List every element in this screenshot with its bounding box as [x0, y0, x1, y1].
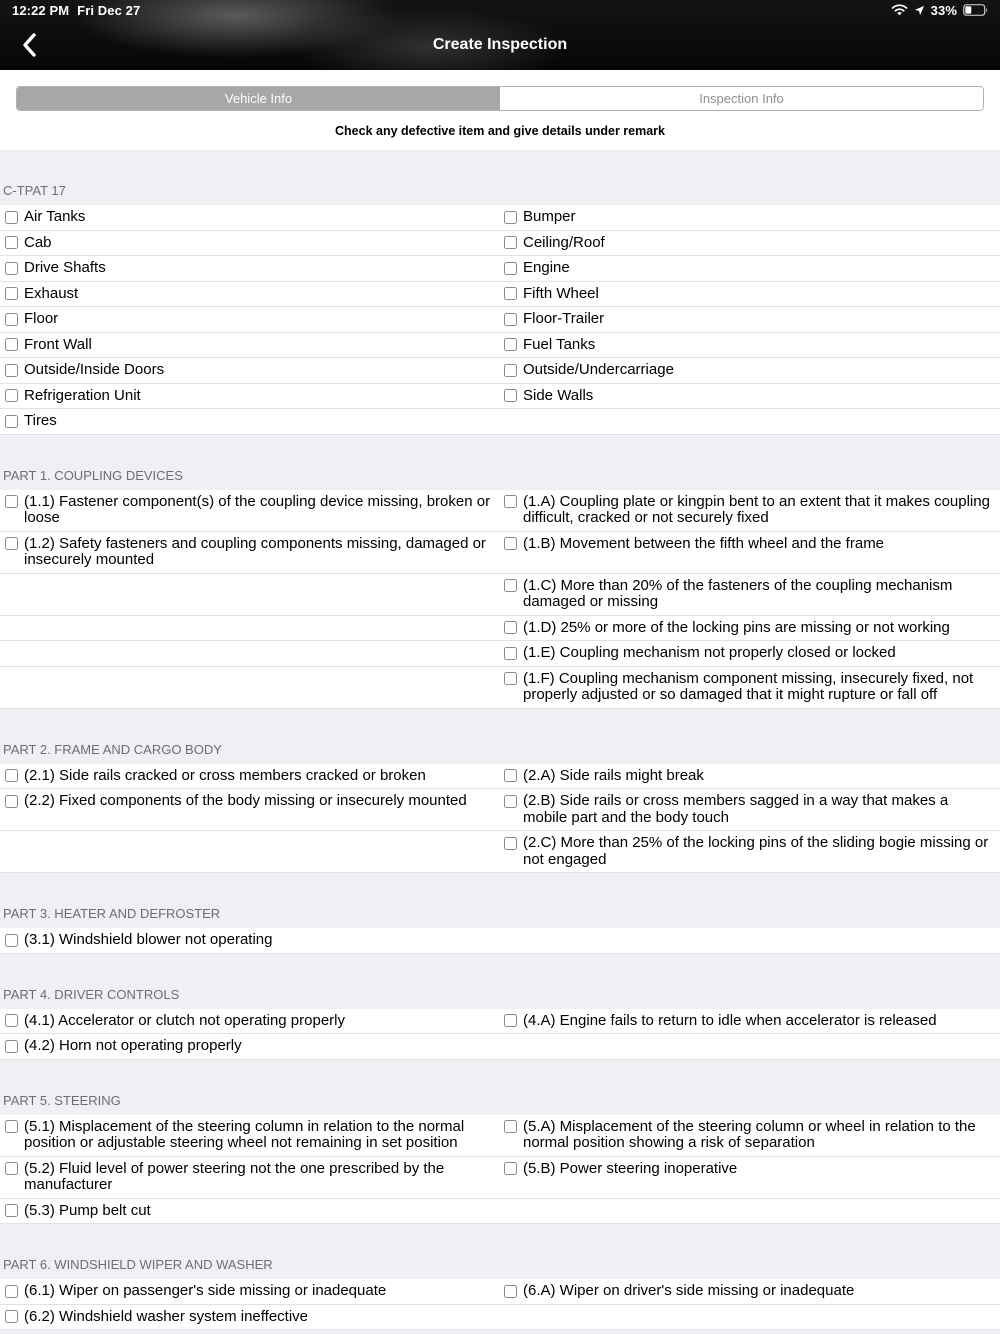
checkbox[interactable] — [504, 1014, 517, 1027]
item-label: (3.1) Windshield blower not operating — [24, 931, 273, 948]
item-label: (1.1) Fastener component(s) of the coupling device missing, broken or loose — [24, 492, 491, 526]
checkbox[interactable] — [5, 338, 18, 351]
checkbox[interactable] — [504, 795, 517, 808]
checklist-item[interactable] — [0, 1009, 500, 1034]
item-label: Floor-Trailer — [523, 310, 605, 327]
item-label: (4.2) Horn not operating properly — [24, 1037, 242, 1054]
checkbox[interactable] — [504, 647, 517, 660]
item-label: Exhaust — [24, 284, 79, 302]
checklist-row — [0, 667, 1000, 709]
checklist-item[interactable] — [500, 831, 1000, 872]
item-label: (5.2) Fluid level of power steering not the one prescribed by the manufacturer — [24, 1159, 445, 1193]
checklist-row — [0, 282, 1000, 308]
checklist-item[interactable] — [0, 231, 500, 256]
checklist-row — [0, 384, 1000, 410]
item-label: Drive Shafts — [24, 259, 106, 276]
checkbox[interactable] — [504, 837, 517, 850]
checkbox[interactable] — [5, 389, 18, 402]
empty-cell — [500, 1034, 1000, 1059]
item-label: Refrigeration Unit — [24, 386, 141, 404]
checklist-item[interactable] — [0, 1199, 500, 1224]
checklist-row — [0, 307, 1000, 333]
checklist-row — [0, 490, 1000, 532]
item-label: (2.A) Side rails might break — [523, 766, 704, 784]
empty-cell — [0, 641, 500, 666]
empty-cell — [0, 574, 500, 615]
wifi-icon — [891, 4, 908, 16]
tab-inspection-info[interactable]: Inspection Info — [500, 87, 983, 110]
checklist-item[interactable] — [0, 358, 500, 383]
checkbox[interactable] — [504, 287, 517, 300]
empty-cell — [500, 1199, 1000, 1224]
item-label: (4.1) Accelerator or clutch not operating properly — [24, 1011, 345, 1029]
empty-cell — [0, 831, 500, 872]
item-label: Side Walls — [523, 386, 594, 404]
checklist-item[interactable] — [500, 333, 1000, 358]
item-label: Engine — [523, 259, 570, 276]
checklist-item[interactable] — [0, 307, 500, 332]
header — [0, 0, 1000, 70]
checkbox[interactable] — [5, 364, 18, 377]
checklist-item[interactable] — [500, 532, 1000, 573]
item-label: (6.1) Wiper on passenger's side missing or inadequate — [24, 1282, 387, 1299]
checkbox[interactable] — [5, 537, 18, 550]
item-label: Ceiling/Roof — [523, 233, 605, 251]
checklist-item[interactable] — [500, 1157, 1000, 1198]
checklist-row — [0, 928, 1000, 954]
item-label: Cab — [24, 233, 52, 251]
checkbox[interactable] — [5, 313, 18, 326]
section-header: PART 4. DRIVER CONTROLS — [3, 986, 180, 1002]
item-label: Outside/Undercarriage — [523, 361, 674, 378]
checkbox[interactable] — [5, 1162, 18, 1175]
checklist-item[interactable] — [500, 384, 1000, 409]
item-label: (1.E) Coupling mechanism not properly closed or locked — [523, 644, 896, 661]
checkbox[interactable] — [5, 495, 18, 508]
checklist-row — [0, 616, 1000, 642]
checklist-item[interactable] — [500, 1279, 1000, 1304]
section-header: PART 3. HEATER AND DEFROSTER — [3, 906, 221, 921]
item-label: (1.A) Coupling plate or kingpin bent to an extent that it makes coupling difficult, cracked or not securely fixed — [523, 492, 990, 526]
item-label: Fuel Tanks — [523, 335, 596, 353]
checklist-row — [0, 256, 1000, 282]
item-label: (1.F) Coupling mechanism component missing, insecurely fixed, not properly adjusted or so damaged that it might rupture or fall off — [523, 669, 974, 703]
checkbox[interactable] — [5, 262, 18, 275]
item-label: Front Wall — [24, 335, 92, 353]
checklist-row — [0, 1279, 1000, 1305]
battery-percent: 33% — [930, 2, 957, 18]
item-label: (1.B) Movement between the fifth wheel and the frame — [523, 534, 885, 552]
checkbox[interactable] — [504, 364, 517, 377]
item-label: Bumper — [523, 208, 576, 225]
checklist-item[interactable] — [500, 307, 1000, 332]
checkbox[interactable] — [504, 1285, 517, 1298]
checklist-item[interactable] — [500, 358, 1000, 383]
battery-icon — [963, 4, 988, 16]
checklist-item[interactable] — [500, 1009, 1000, 1034]
checklist-item[interactable] — [500, 205, 1000, 230]
location-arrow-icon — [914, 5, 925, 16]
item-label: (4.A) Engine fails to return to idle when accelerator is released — [523, 1011, 937, 1029]
checklist-item[interactable] — [500, 282, 1000, 307]
item-label: Floor — [24, 310, 59, 327]
checklist-item[interactable] — [500, 616, 1000, 641]
checklist-row — [0, 764, 1000, 790]
segmented-control — [16, 86, 984, 111]
checkbox[interactable] — [504, 1162, 517, 1175]
checklist-row — [0, 1305, 1000, 1331]
section-header: C-TPAT 17 — [3, 183, 66, 198]
checklist-item[interactable] — [500, 231, 1000, 256]
checklist-row — [0, 358, 1000, 384]
checklist-row — [0, 641, 1000, 667]
section-header: PART 5. STEERING — [3, 1092, 121, 1108]
checkbox[interactable] — [504, 1120, 517, 1133]
checklist-item[interactable] — [0, 409, 500, 434]
checkbox[interactable] — [5, 795, 18, 808]
checkbox[interactable] — [5, 1310, 18, 1323]
checkbox[interactable] — [5, 211, 18, 224]
checkbox[interactable] — [504, 338, 517, 351]
checklist-item[interactable] — [0, 1034, 500, 1059]
instruction-text: Check any defective item and give details under remark — [335, 124, 665, 138]
checkbox[interactable] — [504, 313, 517, 326]
item-label: Outside/Inside Doors — [24, 361, 165, 378]
checklist — [0, 150, 1000, 1334]
checklist-item[interactable] — [0, 333, 500, 358]
status-bar — [0, 0, 1000, 20]
checklist-item[interactable] — [500, 641, 1000, 666]
checklist-item[interactable] — [500, 256, 1000, 281]
item-label: (1.C) More than 20% of the fasteners of the coupling mechanism damaged or missing — [523, 576, 953, 610]
item-label: (2.C) More than 25% of the locking pins of the sliding bogie missing or not engaged — [523, 834, 989, 868]
checklist-item[interactable] — [0, 256, 500, 281]
item-label: (5.B) Power steering inoperative — [523, 1159, 738, 1177]
checklist-item[interactable] — [0, 928, 500, 953]
checkbox[interactable] — [504, 211, 517, 224]
checkbox[interactable] — [504, 621, 517, 634]
checklist-item[interactable] — [0, 384, 500, 409]
back-button[interactable] — [22, 32, 52, 60]
item-label: (5.1) Misplacement of the steering column in relation to the normal position or adjustable steering wheel not remaining in set position — [24, 1117, 465, 1151]
checkbox[interactable] — [5, 1014, 18, 1027]
status-left — [12, 3, 140, 18]
checkbox[interactable] — [504, 495, 517, 508]
checklist-row — [0, 532, 1000, 574]
checklist-item[interactable] — [500, 490, 1000, 531]
checkbox[interactable] — [5, 934, 18, 947]
top-panel — [0, 70, 1000, 150]
nav-bar — [0, 20, 1000, 70]
item-label: (1.D) 25% or more of the locking pins are missing or not working — [523, 618, 950, 636]
checklist-row — [0, 1157, 1000, 1199]
checklist-row — [0, 1034, 1000, 1060]
checkbox[interactable] — [5, 1285, 18, 1298]
checkbox[interactable] — [504, 262, 517, 275]
item-label: (2.1) Side rails cracked or cross members cracked or broken — [24, 766, 426, 784]
checkbox[interactable] — [5, 287, 18, 300]
checkbox[interactable] — [504, 769, 517, 782]
item-label: (6.2) Windshield washer system ineffective — [24, 1307, 309, 1325]
checklist-item[interactable] — [0, 1157, 500, 1198]
item-label: Fifth Wheel — [523, 284, 599, 302]
checklist-row — [0, 231, 1000, 257]
checkbox[interactable] — [504, 672, 517, 685]
checklist-row — [0, 574, 1000, 616]
empty-cell — [500, 1305, 1000, 1330]
checklist-item[interactable] — [0, 532, 500, 573]
tab-vehicle-info[interactable]: Vehicle Info — [17, 87, 500, 110]
section-header: PART 1. COUPLING DEVICES — [3, 467, 183, 483]
checklist-item[interactable] — [500, 574, 1000, 615]
status-right — [891, 3, 988, 18]
section-header: PART 2. FRAME AND CARGO BODY — [3, 741, 222, 757]
checkbox[interactable] — [5, 1204, 18, 1217]
checklist-item[interactable] — [0, 1115, 500, 1156]
checklist-item[interactable] — [0, 282, 500, 307]
checklist-row — [0, 831, 1000, 873]
checklist-item[interactable] — [500, 1115, 1000, 1156]
item-label: Air Tanks — [24, 208, 86, 225]
checkbox[interactable] — [5, 769, 18, 782]
checklist-item[interactable] — [0, 205, 500, 230]
empty-cell — [500, 409, 1000, 434]
checklist-item[interactable] — [500, 789, 1000, 830]
empty-cell — [500, 928, 1000, 953]
checklist-item[interactable] — [500, 667, 1000, 708]
checkbox[interactable] — [504, 537, 517, 550]
checklist-row — [0, 205, 1000, 231]
item-label: (2.2) Fixed components of the body missing or insecurely mounted — [24, 792, 467, 809]
item-label: (5.3) Pump belt cut — [24, 1201, 151, 1219]
chevron-left-icon — [22, 33, 36, 60]
checklist-item[interactable] — [500, 764, 1000, 789]
checklist-row — [0, 789, 1000, 831]
checklist-row — [0, 1199, 1000, 1225]
checklist-item[interactable] — [0, 764, 500, 789]
empty-cell — [0, 667, 500, 708]
status-date: Fri Dec 27 — [77, 2, 141, 18]
empty-cell — [0, 616, 500, 641]
checkbox[interactable] — [5, 236, 18, 249]
checkbox[interactable] — [5, 1040, 18, 1053]
page-title: Create Inspection — [432, 36, 568, 53]
checkbox[interactable] — [5, 415, 18, 428]
item-label: (6.A) Wiper on driver's side missing or inadequate — [523, 1282, 855, 1299]
checkbox[interactable] — [5, 1120, 18, 1133]
checklist-row — [0, 1115, 1000, 1157]
status-time: 12:22 PM — [12, 2, 70, 18]
item-label: (1.2) Safety fasteners and coupling components missing, damaged or insecurely mounted — [24, 534, 486, 568]
checklist-row — [0, 1009, 1000, 1035]
checklist-row — [0, 409, 1000, 435]
checkbox[interactable] — [504, 389, 517, 402]
section-header: PART 6. WINDSHIELD WIPER AND WASHER — [3, 1257, 273, 1272]
checklist-item[interactable] — [0, 789, 500, 830]
checkbox[interactable] — [504, 579, 517, 592]
checklist-item[interactable] — [0, 490, 500, 531]
item-label: (2.B) Side rails or cross members sagged in a way that makes a mobile part and the body touch — [523, 792, 949, 826]
item-label: Tires — [24, 412, 57, 429]
checklist-item[interactable] — [0, 1305, 500, 1330]
item-label: (5.A) Misplacement of the steering column or wheel in relation to the normal position showing a risk of separation — [523, 1117, 976, 1151]
checklist-row — [0, 333, 1000, 359]
checkbox[interactable] — [504, 236, 517, 249]
checklist-item[interactable] — [0, 1279, 500, 1304]
